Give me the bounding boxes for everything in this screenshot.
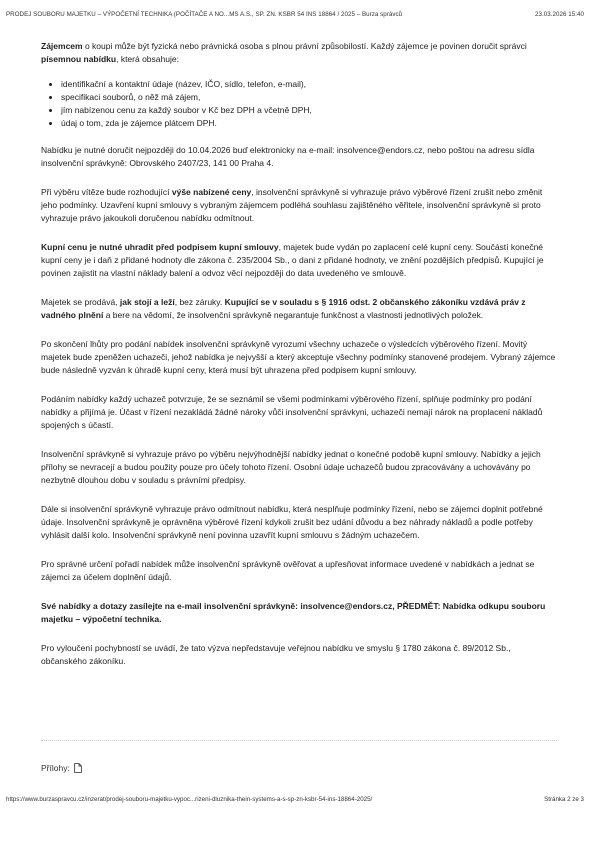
asis-bold: jak stojí a leží xyxy=(119,297,175,307)
listing-body xyxy=(41,40,557,668)
price-text: , majetek bude vydán po zaplacení celé kupní ceny. Součástí konečné kupní ceny je i daň z přidané hodnoty dle zákona č. 235/2004 Sb., o dani z přidané hodnoty, ve znění pozdějších předpisů. Kupující je povinen zajistit na vlastní náklady balení a odvoz věcí nejpozději do data uvedeného ve smlouvě. xyxy=(41,242,544,278)
intro-text: o koupi může být fyzická nebo právnická osoba s plnou právní způsobilostí. Každý zájemce je povinen doručit správci xyxy=(82,41,527,51)
page-header-datetime: 23.03.2026 15:40 xyxy=(535,11,584,18)
intro-text-end: , která obsahuje: xyxy=(116,54,179,64)
winner-paragraph xyxy=(41,186,557,225)
page-header-title: PRODEJ SOUBORU MAJETKU – VÝPOČETNÍ TECHNIKA (POČÍTAČE A NO...MS A.S., SP. ZN. KSBR 54 INS 18864 / 2025 – Burza správců xyxy=(6,11,403,18)
asis-text-3: a bere na vědomí, že insolvenční správkyně negarantuje funkčnost a vlastnosti jednotlivých položek. xyxy=(103,310,484,320)
contact-bold: Své nabídky a dotazy zasílejte na e-mail insolvenční správkyně: insolvence@endors.cz, PŘEDMĚT: Nabídka odkupu souboru majetku – výpočetní technika. xyxy=(41,601,546,624)
divider xyxy=(41,740,557,741)
attachments-row xyxy=(41,763,82,773)
file-icon[interactable] xyxy=(74,763,82,773)
conditions-paragraph: Podáním nabídky každý uchazeč potvrzuje, že se seznámil se všemi podmínkami výběrového řízení, splňuje podmínky pro podání nabídky a přijímá je. Účast v řízení nezakládá žádné nároky vůči insolvenční správkyni, uchazeči nemají nárok na proplacení nákladů spojených s účastí. xyxy=(41,394,543,430)
attachments-label: Přílohy: xyxy=(41,763,70,773)
contact-paragraph xyxy=(41,600,557,626)
winner-text-end: , insolvenční správkyně si vyhrazuje právo výběrové řízení zrušit nebo změnit jeho podmínky. Uzavření kupní smlouvy s vybraným zájemcem podléhá souhlasu zajištěného věřitele, insolvenční správkyně si proto vyhrazuje právo jakoukoli doručenou nabídku odmítnout. xyxy=(41,187,543,223)
list-item: • identifikační a kontaktní údaje (název, IČO, sídlo, telefon, e-mail), xyxy=(61,78,557,91)
reject-paragraph: Dále si insolvenční správkyně vyhrazuje právo odmítnout nabídku, která nesplňuje podmínky řízení, nebo se zájemci doplnit potřebné údaje. Insolvenční správkyně je oprávněna výběrové řízení kdykoli zrušit bez udání důvodu a bez náhrady nákladů a podle potřeby vyhlásit další kolo. Insolvenční správkyně není povinna uzavřít kupní smlouvu s žádným uchazečem. xyxy=(41,504,543,540)
offer-requirements-list xyxy=(41,78,557,130)
asis-bold-2: Kupující se v souladu s § 1916 odst. 2 občanského zákoníku vzdává práv z vadného plnění xyxy=(41,297,526,320)
list-item: • specifikaci souborů, o něž má zájem, xyxy=(61,91,557,104)
winner-text: Při výběru vítěze bude rozhodující xyxy=(41,187,172,197)
price-bold: Kupní cenu je nutné uhradit před podpisem kupní smlouvy xyxy=(41,242,279,252)
rights-paragraph: Insolvenční správkyně si vyhrazuje právo po výběru nejvýhodnější nabídky jednat o konečné podobě kupní smlouvy. Nabídky a jejich přílohy se nevracejí a budou použity pouze pro účely tohoto řízení. Osobní údaje uchazečů budou zpracovávány a uchovávány po nezbytně dlouhou dobu v souladu s právními předpisy. xyxy=(41,449,541,485)
asis-text: Majetek se prodává, xyxy=(41,297,120,307)
after-deadline-paragraph: Po skončení lhůty pro podání nabídek insolvenční správkyně vyrozumí všechny uchazeče o výsledcích výběrového řízení. Movitý majetek bude zpeněžen uchazeči, jehož nabídka je nejvyšší a který akceptuje všechny podmínky stanovené prodejem. Vybraný zájemce bude následně vyzván k úhradě kupní ceny, která musí být uhrazena před podpisem kupní smlouvy. xyxy=(41,339,556,375)
price-paragraph xyxy=(41,241,557,280)
intro-bold-offer: písemnou nabídku xyxy=(41,54,117,64)
verify-paragraph: Pro správné určení pořadí nabídek může insolvenční správkyně ověřovat a upřesňovat informace uvedené v nabídkách a jednat se zájemci za účelem doplnění údajů. xyxy=(41,559,535,582)
list-item: • jím nabízenou cenu za každý soubor v Kč bez DPH a včetně DPH, xyxy=(61,104,557,117)
print-footer xyxy=(6,796,584,803)
deadline-paragraph: Nabídku je nutné doručit nejpozději do 10.04.2026 buď elektronicky na e-mail: insolvence@endors.cz, nebo poštou na adresu sídla insolvenční správkyně: Obrovského 2407/23, 141 00 Praha 4. xyxy=(41,145,535,168)
asis-text-2: , bez záruky. xyxy=(174,297,225,307)
intro-paragraph xyxy=(41,40,557,66)
as-is-paragraph xyxy=(41,296,557,322)
intro-bold-subject: Zájemcem xyxy=(41,41,83,51)
list-item: • údaj o tom, zda je zájemce plátcem DPH. xyxy=(61,117,557,130)
disclaimer-paragraph: Pro vyloučení pochybností se uvádí, že tato výzva nepředstavuje veřejnou nabídku ve smyslu § 1780 zákona č. 89/2012 Sb., občanského zákoníku. xyxy=(41,643,511,666)
page-url: https://www.burzaspravcu.cz/inzerat/prodej-souboru-majetku-vypoc...rizeni-dluznika-thein-systems-a-s-sp-zn-ksbr-54-ins-18864-2025/ xyxy=(6,796,373,803)
page-number: Stránka 2 ze 3 xyxy=(544,796,584,803)
winner-bold: výše nabízené ceny xyxy=(171,187,252,197)
print-header xyxy=(6,11,584,18)
